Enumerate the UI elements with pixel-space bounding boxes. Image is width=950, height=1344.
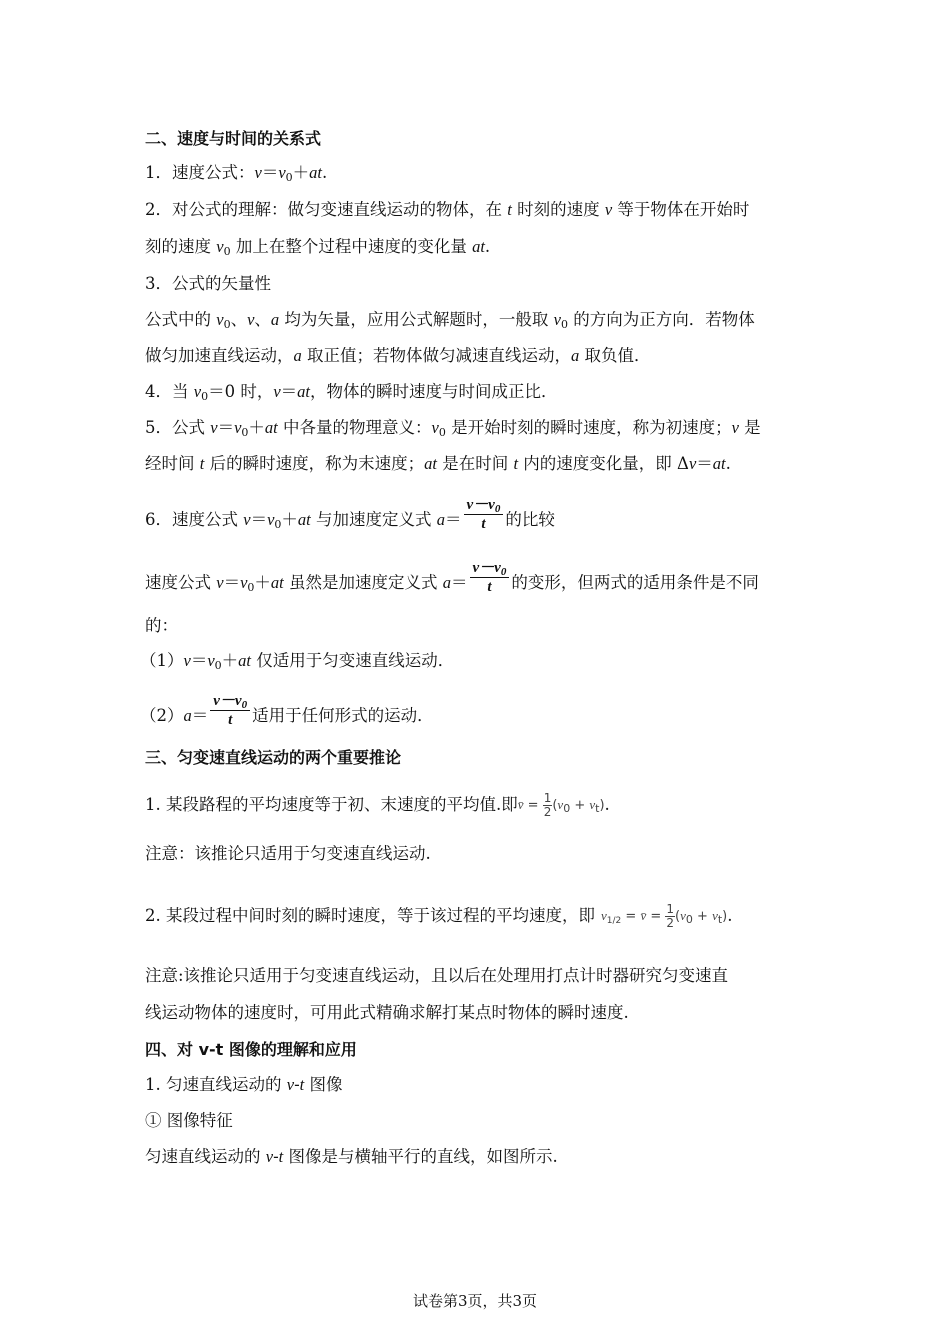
section-heading-3: 三、匀变速直线运动的两个重要推论 xyxy=(145,748,402,767)
line-proportional: 4．当 $v_0=0$ 时，v＝at，物体的瞬时速度与时间成正比． xyxy=(145,382,558,403)
line-graph-feature: ① 图像特征 xyxy=(145,1111,233,1130)
line-formula-meaning-2: 刻的速度 $v_0$ 加上在整个过程中速度的变化量 at. xyxy=(145,237,491,258)
fraction-acceleration: $\frac{v-v_0}{t}$ xyxy=(470,559,510,596)
line-meaning-2: 经时间 t 后的瞬时速度，称为末速度；at 是在时间 t 内的速度变化量，即 Δv＝at. xyxy=(145,454,731,473)
line-formula-meaning-1: 2．对公式的理解：做匀变速直线运动的物体，在 t 时刻的速度 v 等于物体在开始时 xyxy=(145,200,750,219)
line-uniform-vt: 1. 匀速直线运动的 v-t 图像 xyxy=(145,1075,343,1094)
line-meaning-1: 5．公式 $v=v_0+at$ 中各量的物理意义：$v_0$ 是开始时刻的瞬时速度，称为初速度；v 是 xyxy=(145,418,761,439)
formula-midtime-velocity: $v_{1/2}$ = v̄ = $\frac{1}{2}$ $(v_0 + v_t)$ xyxy=(601,902,728,930)
page-footer: 试卷第3页，共3页 xyxy=(412,1292,538,1310)
line-comparison-2: 的： xyxy=(145,616,178,635)
line-vector-heading: 3．公式的矢量性 xyxy=(145,274,271,293)
line-note-1: 注意：该推论只适用于匀变速直线运动. xyxy=(145,844,431,863)
line-average-velocity: 1. 某段路程的平均速度等于初、末速度的平均值.即v̄ = $\frac{1}{2}$ $(v_0 + v_t)$. xyxy=(145,791,610,819)
fraction-acceleration: $\frac{v-v_0}{t}$ xyxy=(464,496,504,533)
formula-average-velocity: v̄ = $\frac{1}{2}$ $(v_0 + v_t)$ xyxy=(517,791,605,819)
line-vector-1: 公式中的 $v_0$、v、a 均为矢量，应用公式解题时，一般取 $v_0$ 的方向为正方向．若物体 xyxy=(145,310,755,331)
line-note-2b: 线运动物体的速度时，可用此式精确求解打某点时物体的瞬时速度. xyxy=(145,1003,629,1022)
fraction-acceleration: $\frac{v-v_0}{t}$ xyxy=(210,692,250,729)
line-vector-2: 做匀加速直线运动，a 取正值；若物体做匀减速直线运动，a 取负值． xyxy=(145,346,651,365)
line-case-2: （2）a＝ $\frac{v-v_0}{t}$ 适用于任何形式的运动． xyxy=(140,693,434,728)
line-midtime-velocity: 2. 某段过程中间时刻的瞬时速度，等于该过程的平均速度，即 $v_{1/2}$ = v̄ = $\frac{1}{2}$ $(v_0 + v_t)$. xyxy=(145,902,733,930)
line-note-2a: 注意:该推论只适用于匀变速直线运动，且以后在处理用打点计时器研究匀变速直 xyxy=(145,966,729,985)
line-graph-desc: 匀速直线运动的 v-t 图像是与横轴平行的直线，如图所示. xyxy=(145,1147,558,1166)
section-heading-4: 四、对 v-t 图像的理解和应用 xyxy=(145,1040,357,1059)
line-comparison-heading: 6．速度公式 $v=v_0+at$ 与加速度定义式 a＝ $\frac{v-v_0}{t}$ 的比较 xyxy=(145,497,555,532)
section-heading-2: 二、速度与时间的关系式 xyxy=(145,129,322,148)
line-case-1: $(1)v=v_0+at$ 仅适用于匀变速直线运动． xyxy=(140,651,455,672)
line-velocity-formula: 1．速度公式：$v=v_0+at$. xyxy=(145,163,328,184)
line-comparison-1: 速度公式 $v=v_0+at$ 虽然是加速度定义式 a＝ $\frac{v-v_0}{t}$ 的变形，但两式的适用条件是不同 xyxy=(145,560,759,595)
